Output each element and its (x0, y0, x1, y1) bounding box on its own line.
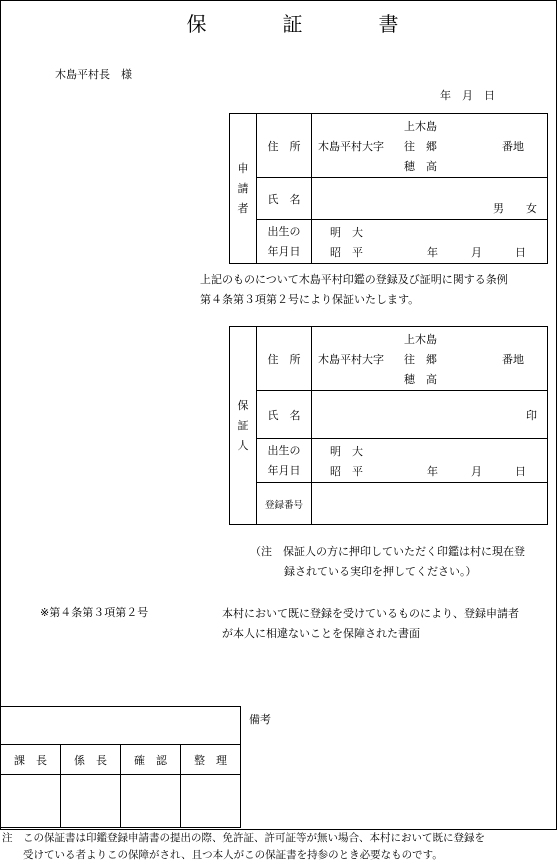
guarantor-birth-field[interactable]: 明 大 昭 平 年 月 日 (312, 439, 548, 483)
applicant-table (229, 113, 548, 264)
remarks-box[interactable] (240, 706, 557, 828)
stamp-col-confirm: 確 認 (121, 745, 181, 775)
stamp-box-arrange[interactable] (181, 775, 241, 828)
stamp-box-section-chief[interactable] (1, 775, 61, 828)
applicant-address-label: 住 所 (257, 114, 312, 178)
guarantor-name-label: 氏 名 (257, 391, 312, 439)
applicant-name-field[interactable]: 男 女 (312, 178, 548, 220)
applicant-birth-label: 出生の 年月日 (257, 220, 312, 264)
stamp-col-arrange: 整 理 (181, 745, 241, 775)
reference-clause: ※第４条第３項第２号 (40, 606, 149, 619)
date-line: 年 月 日 (440, 89, 495, 102)
remarks-label: 備考 (249, 713, 271, 726)
document-title: 保 証 書 (186, 12, 427, 36)
approval-stamp-table (0, 706, 241, 828)
applicant-name-label: 氏 名 (257, 178, 312, 220)
stamp-box-subsection-chief[interactable] (61, 775, 121, 828)
registration-number-label: 登録番号 (257, 483, 312, 525)
guarantor-side-label: 保 証 人 (230, 327, 257, 525)
stamp-box-confirm[interactable] (121, 775, 181, 828)
seal-mark: 印 (526, 409, 537, 422)
applicant-birth-field[interactable]: 明 大 昭 平 年 月 日 (312, 220, 548, 264)
applicant-address-field[interactable]: 上木島 木島平村大字 往 郷 番地 穂 高 (312, 114, 548, 178)
reference-description: 本村において既に登録を受けているものにより、登録申請者 が本人に相違ないことを保障された書面 (222, 607, 519, 640)
footnote: 注 この保証書は印鑑登録申請書の提出の際、免許証、許可証等が無い場合、本村において既に登録を 受けている者よりこの保障がされ、且つ本人がこの保証書を持参のとき必要なものです。 (2, 832, 485, 861)
registration-number-field[interactable] (312, 483, 548, 525)
guarantor-birth-label: 出生の 年月日 (257, 439, 312, 483)
guarantor-address-field[interactable]: 上木島 木島平村大字 往 郷 番地 穂 高 (312, 327, 548, 391)
guarantor-table (229, 326, 548, 525)
guarantee-paragraph: 上記のものについて木島平村印鑑の登録及び証明に関する条例 第４条第３項第２号により保証いたします。 (200, 273, 508, 306)
guarantor-name-field[interactable] (312, 391, 548, 439)
applicant-side-label: 申 請 者 (230, 114, 257, 264)
stamp-col-section-chief: 課 長 (1, 745, 61, 775)
stamp-col-subsection-chief: 係 長 (61, 745, 121, 775)
addressee: 木島平村長 様 (55, 68, 132, 81)
guarantor-address-label: 住 所 (257, 327, 312, 391)
seal-note: （注 保証人の方に押印していただく印鑑は村に現在登 録されている実印を押してください。） (250, 545, 525, 578)
